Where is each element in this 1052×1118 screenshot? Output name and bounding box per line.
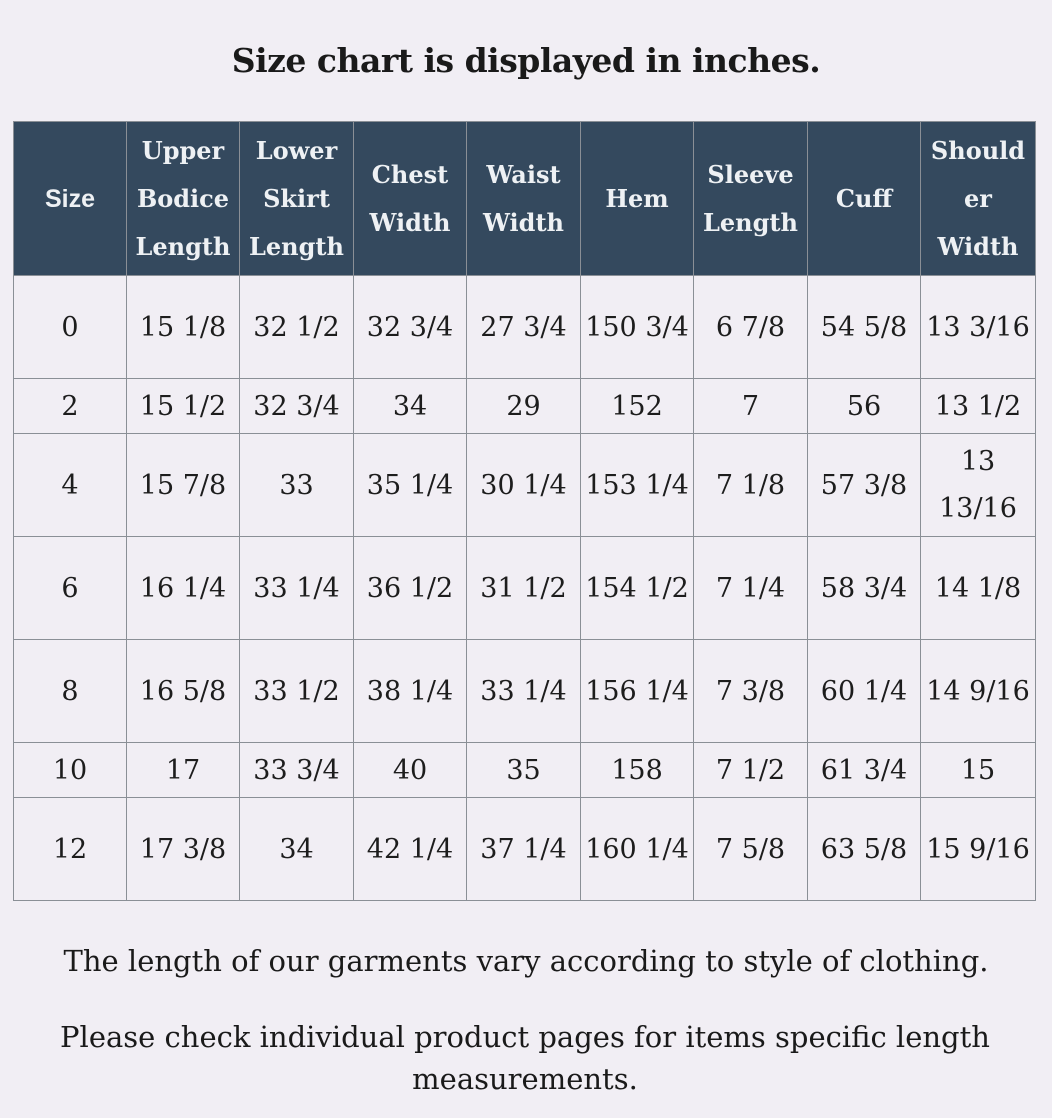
table-row: [14, 743, 1036, 798]
cell-waist-width: 35: [467, 743, 581, 798]
cell-lower-skirt-length: 33: [240, 434, 354, 537]
table-row: [14, 537, 1036, 640]
cell-sleeve-length: 7: [694, 379, 808, 434]
cell-upper-bodice-length: 15 7/8: [127, 434, 240, 537]
cell-shoulder-width: 13 13/16: [921, 434, 1036, 537]
header-sleeve-length: Sleeve Length: [694, 122, 808, 276]
cell-waist-width: 27 3/4: [467, 276, 581, 379]
cell-cuff: 58 3/4: [808, 537, 921, 640]
cell-cuff: 56: [808, 379, 921, 434]
cell-waist-width: 31 1/2: [467, 537, 581, 640]
cell-chest-width: 38 1/4: [354, 640, 467, 743]
cell-upper-bodice-length: 15 1/8: [127, 276, 240, 379]
size-chart-table: [13, 121, 1036, 901]
cell-chest-width: 36 1/2: [354, 537, 467, 640]
header-size: Size: [14, 122, 127, 276]
cell-hem: 153 1/4: [581, 434, 694, 537]
cell-shoulder-width: 15: [921, 743, 1036, 798]
cell-waist-width: 29: [467, 379, 581, 434]
cell-sleeve-length: 7 1/4: [694, 537, 808, 640]
header-waist-width: Waist Width: [467, 122, 581, 276]
cell-lower-skirt-length: 32 3/4: [240, 379, 354, 434]
cell-cuff: 60 1/4: [808, 640, 921, 743]
cell-upper-bodice-length: 15 1/2: [127, 379, 240, 434]
cell-waist-width: 30 1/4: [467, 434, 581, 537]
header-upper-bodice-length: Upper Bodice Length: [127, 122, 240, 276]
cell-cuff: 54 5/8: [808, 276, 921, 379]
cell-upper-bodice-length: 16 1/4: [127, 537, 240, 640]
cell-shoulder-width: 13 3/16: [921, 276, 1036, 379]
cell-size: 8: [14, 640, 127, 743]
cell-size: 6: [14, 537, 127, 640]
cell-shoulder-width: 14 1/8: [921, 537, 1036, 640]
cell-shoulder-width: 13 1/2: [921, 379, 1036, 434]
header-lower-skirt-length: Lower Skirt Length: [240, 122, 354, 276]
cell-cuff: 63 5/8: [808, 798, 921, 901]
cell-size: 4: [14, 434, 127, 537]
cell-chest-width: 35 1/4: [354, 434, 467, 537]
cell-shoulder-width: 14 9/16: [921, 640, 1036, 743]
cell-waist-width: 33 1/4: [467, 640, 581, 743]
cell-size: 10: [14, 743, 127, 798]
cell-upper-bodice-length: 16 5/8: [127, 640, 240, 743]
table-row: [14, 276, 1036, 379]
table-row: [14, 640, 1036, 743]
cell-chest-width: 40: [354, 743, 467, 798]
cell-hem: 156 1/4: [581, 640, 694, 743]
cell-size: 0: [14, 276, 127, 379]
table-row: [14, 434, 1036, 537]
header-cuff: Cuff: [808, 122, 921, 276]
cell-sleeve-length: 7 5/8: [694, 798, 808, 901]
cell-chest-width: 34: [354, 379, 467, 434]
cell-lower-skirt-length: 33 1/2: [240, 640, 354, 743]
cell-upper-bodice-length: 17: [127, 743, 240, 798]
cell-cuff: 57 3/8: [808, 434, 921, 537]
cell-hem: 160 1/4: [581, 798, 694, 901]
cell-sleeve-length: 7 1/2: [694, 743, 808, 798]
header-chest-width: Chest Width: [354, 122, 467, 276]
cell-lower-skirt-length: 32 1/2: [240, 276, 354, 379]
cell-chest-width: 42 1/4: [354, 798, 467, 901]
page-title: Size chart is displayed in inches.: [231, 41, 821, 80]
header-shoulder-width: Should er Width: [921, 122, 1036, 276]
cell-hem: 152: [581, 379, 694, 434]
header-hem: Hem: [581, 122, 694, 276]
cell-hem: 150 3/4: [581, 276, 694, 379]
cell-size: 12: [14, 798, 127, 901]
cell-upper-bodice-length: 17 3/8: [127, 798, 240, 901]
cell-sleeve-length: 7 3/8: [694, 640, 808, 743]
cell-chest-width: 32 3/4: [354, 276, 467, 379]
cell-waist-width: 37 1/4: [467, 798, 581, 901]
cell-shoulder-width: 15 9/16: [921, 798, 1036, 901]
header-row: [14, 122, 1036, 276]
table-row: [14, 798, 1036, 901]
table-row: [14, 379, 1036, 434]
cell-hem: 154 1/2: [581, 537, 694, 640]
cell-lower-skirt-length: 33 3/4: [240, 743, 354, 798]
cell-cuff: 61 3/4: [808, 743, 921, 798]
footer-note-length-varies: The length of our garments vary according to style of clothing.: [63, 944, 989, 978]
cell-size: 2: [14, 379, 127, 434]
cell-lower-skirt-length: 34: [240, 798, 354, 901]
cell-lower-skirt-length: 33 1/4: [240, 537, 354, 640]
cell-sleeve-length: 7 1/8: [694, 434, 808, 537]
cell-sleeve-length: 6 7/8: [694, 276, 808, 379]
footer-note-check-product-pages: Please check individual product pages for items specific length measurements.: [60, 1020, 990, 1096]
cell-hem: 158: [581, 743, 694, 798]
